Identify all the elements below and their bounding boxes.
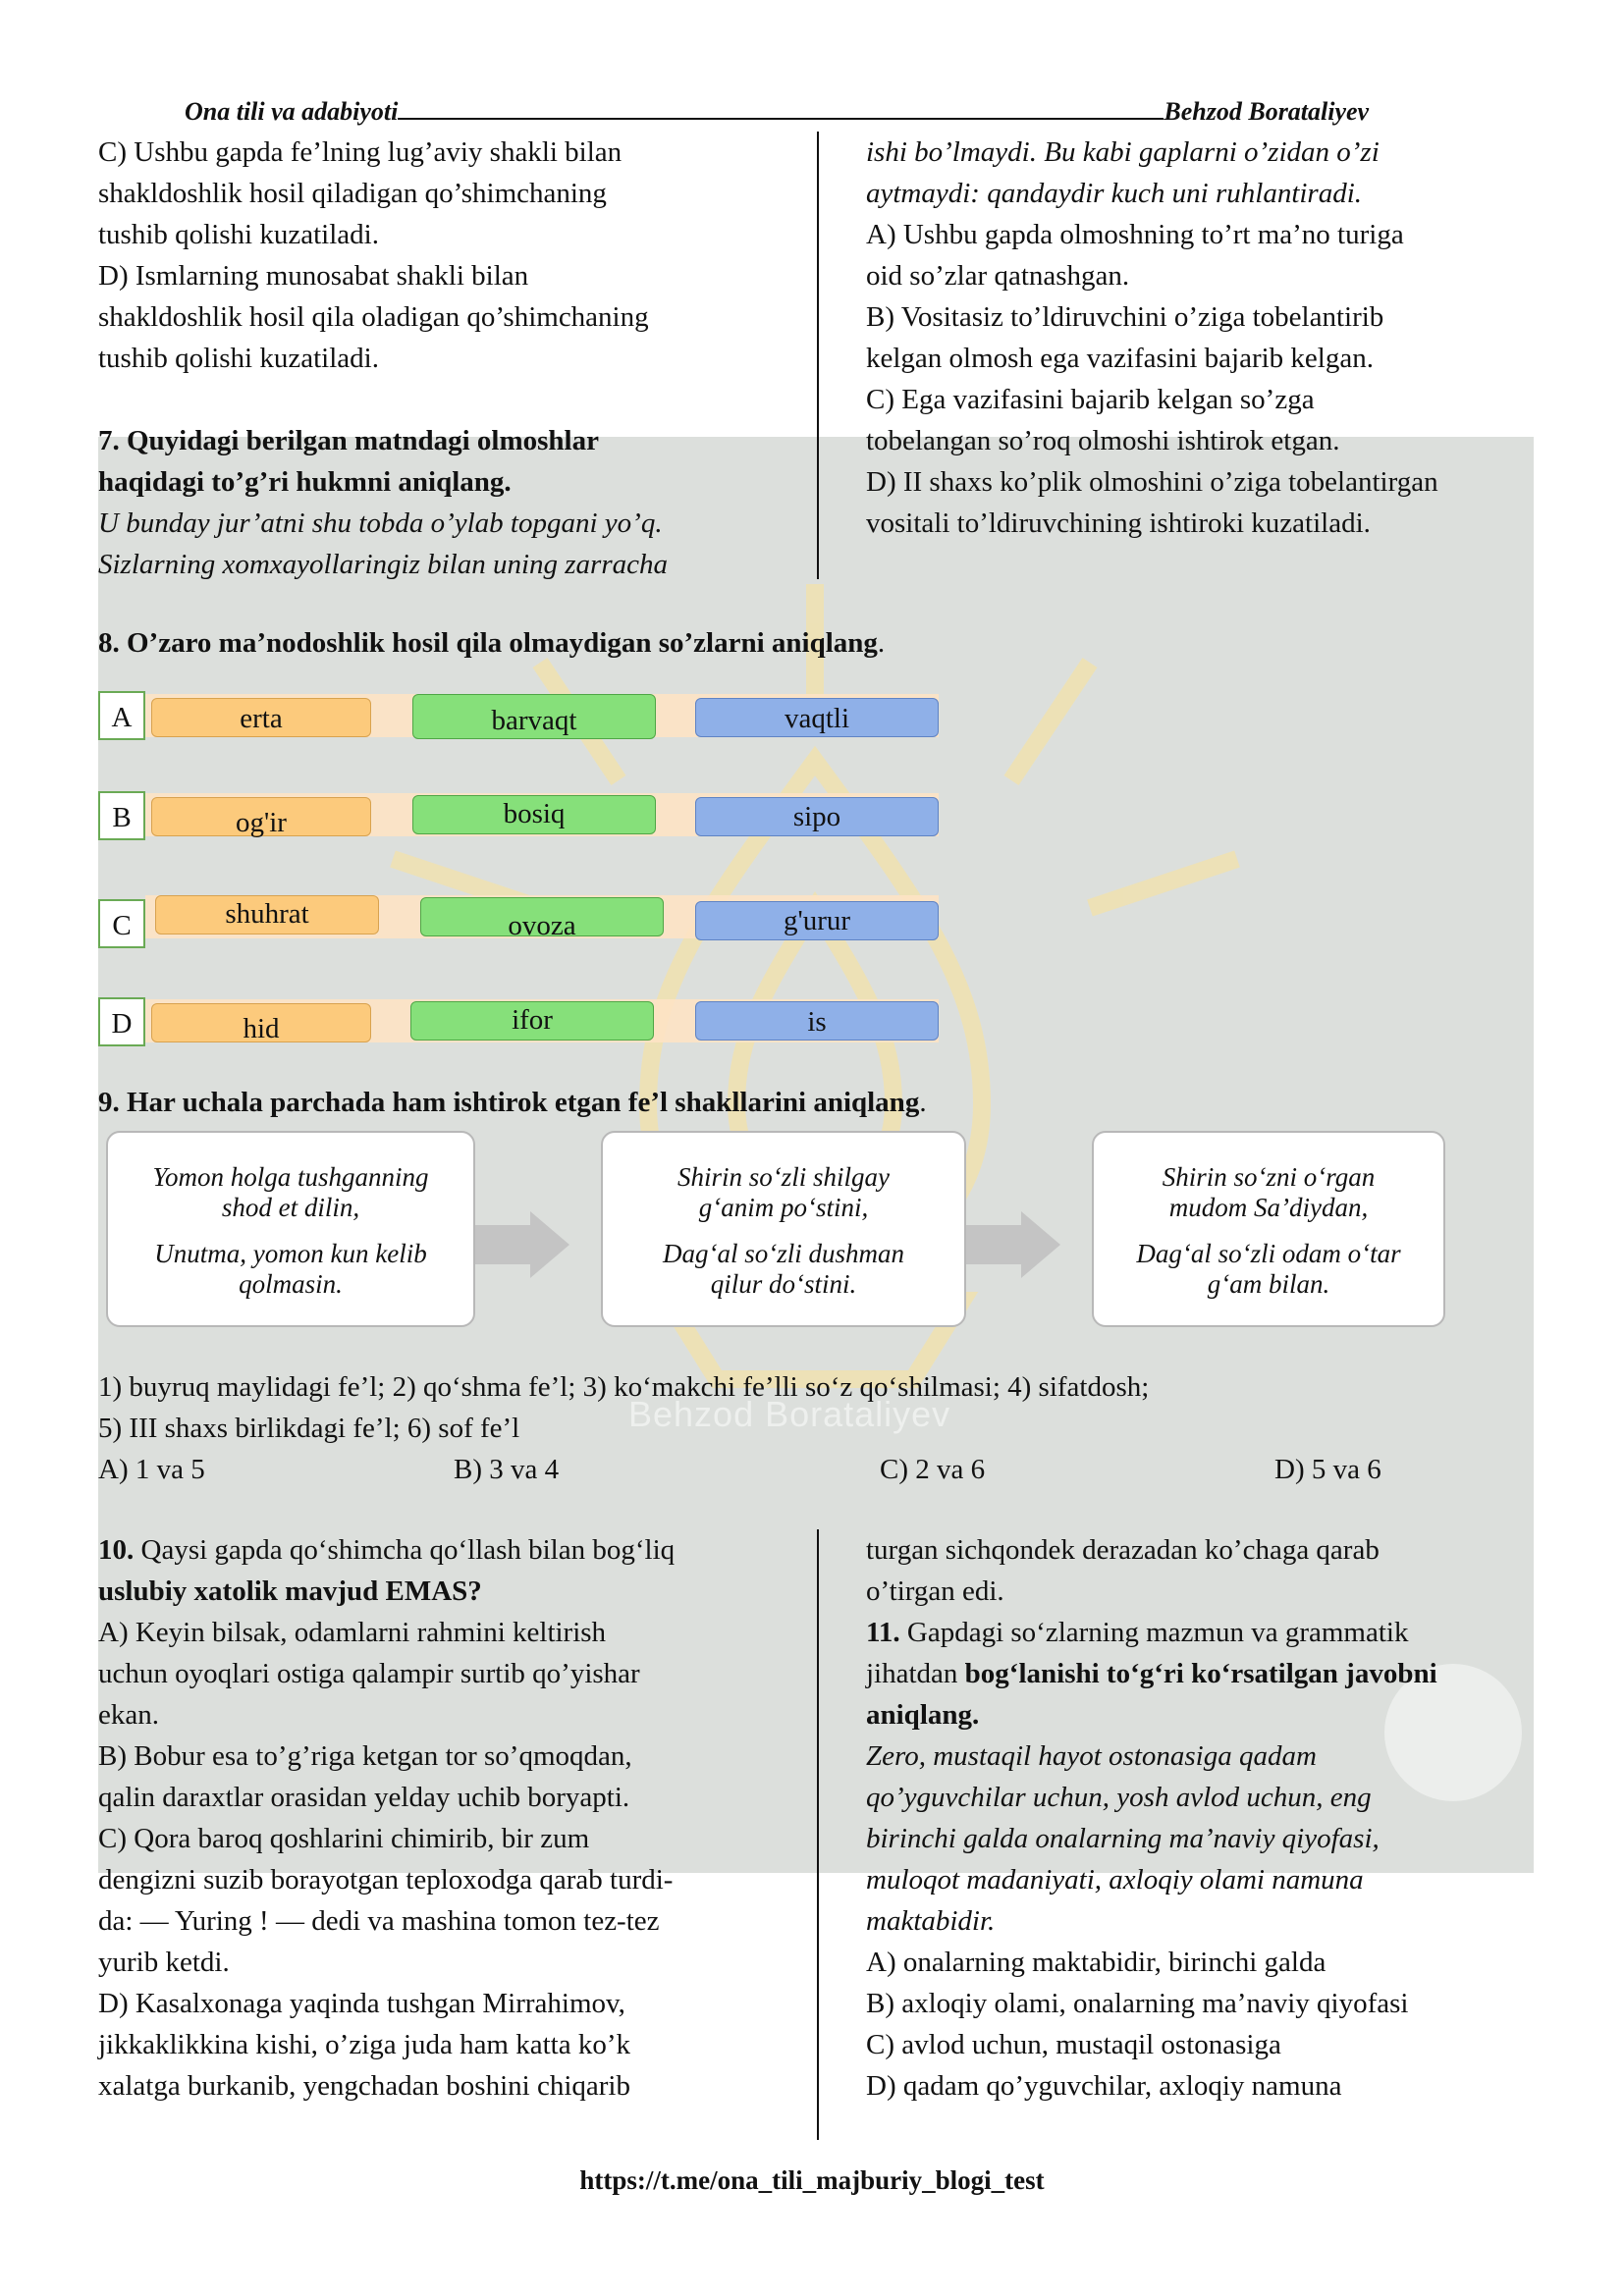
arrow-right-icon [530,1211,569,1278]
q11-text: birinchi galda onalarning ma’naviy qiyofasi, [866,1823,1380,1854]
q9-title [98,1082,927,1123]
q10-line: xalatga burkanib, yengchadan boshini chiqarib [98,2070,630,2102]
q9-answer-d[interactable]: D) 5 va 6 [1274,1454,1381,1485]
q8-option-letter-c[interactable]: C [98,899,145,948]
poem-line: Dag‘al so‘zli odam o‘tar [1136,1239,1401,1268]
q8-word: ovoza [420,897,664,936]
q10-line: ekan. [98,1699,159,1731]
q11-text: maktabidir. [866,1905,996,1937]
poem-line: g‘am bilan. [1207,1269,1330,1299]
poem-line: mudom Sa’diydan, [1168,1193,1369,1222]
q9-answer-b[interactable]: B) 3 va 4 [454,1454,560,1485]
poem-line: Unutma, yomon kun kelib [154,1239,427,1268]
q11-title-text: jihatdan [866,1658,965,1689]
q8-title-end: . [877,627,886,659]
arrow-stem [473,1225,532,1264]
q8-word: erta [151,698,371,737]
poem-line: shod et dilin, [221,1193,360,1222]
q7-option: D) II shaxs ko’plik olmoshini o’ziga tobelantirgan [866,466,1438,498]
arrow-right-icon [1021,1211,1060,1278]
q10-line: B) Bobur esa to’g’riga ketgan tor so’qmoqdan, [98,1740,632,1772]
q7-text: aytmaydi: qandaydir kuch uni ruhlantiradi. [866,178,1363,209]
q10-number: 10. [98,1534,135,1566]
q7-option: C) Ega vazifasini bajarib kelgan so’zga [866,384,1315,415]
q8-word: ifor [410,1001,654,1041]
poem-line: qilur do‘stini. [710,1269,857,1299]
footer-link[interactable]: https://t.me/ona_tili_majburiy_blogi_test [579,2165,1045,2195]
q11-title: aniqlang. [866,1699,980,1731]
bottom-right-column [866,1529,1573,2107]
q11-text: Zero, mustaqil hayot ostonasiga qadam [866,1740,1317,1772]
q10-line: uchun oyoqlari ostiga qalampir surtib qo’yishar [98,1658,640,1689]
q8-word: sipo [695,797,939,836]
q8-title-text: 8. O’zaro ma’nodoshlik hosil qila olmaydigan so’zlarni aniqlang [98,627,878,659]
q9-title-end: . [919,1087,927,1118]
q10-line: o’tirgan edi. [866,1575,1004,1607]
q10-line: da: ― Yuring ! ― dedi va mashina tomon tez-tez [98,1905,660,1937]
q8-word: barvaqt [412,694,656,739]
poem-line: qolmasin. [239,1269,343,1299]
q7-text: U bunday jur’atni shu tobda o’ylab topgani yo’q. [98,507,663,539]
q8-word: g'urur [695,901,939,940]
q8-word: vaqtli [695,698,939,737]
q11-title [866,1653,1573,1694]
q7-title: haqidagi to’g’ri hukmni aniqlang. [98,466,512,498]
column-divider [817,132,819,579]
q11-text: qo’yguvchilar uchun, yosh avlod uchun, eng [866,1782,1372,1813]
header-subject: Ona tili va adabiyoti [185,97,399,126]
q10-line: jikkaklikkina kishi, o’ziga juda ham katta ko’k [98,2029,631,2060]
q8-word: shuhrat [155,895,379,934]
q8-word: is [695,1001,939,1041]
q11-number: 11. [866,1617,900,1648]
text-line: tushib qolishi kuzatiladi. [98,343,379,374]
q11-title-bold: bog‘lanishi to‘g‘ri ko‘rsatilgan javobni [964,1658,1437,1689]
arrow-stem [964,1225,1023,1264]
q8-title [98,622,885,664]
page-header [185,96,1461,127]
q10-line: turgan sichqondek derazadan ko’chaga qarab [866,1534,1380,1566]
poem-line: Shirin so‘zli shilgay [677,1162,890,1192]
q10-title [98,1529,805,1571]
column-divider [817,1529,819,2140]
q10-title: uslubiy xatolik mavjud EMAS? [98,1575,482,1607]
poem-line: Shirin so‘zni o‘rgan [1162,1162,1376,1192]
q7-text: ishi bo’lmaydi. Bu kabi gaplarni o’zidan o’zi [866,136,1380,168]
q7-option: oid so’zlar qatnashgan. [866,260,1130,292]
q11-title [866,1612,1573,1653]
q10-line: D) Kasalxonaga yaqinda tushgan Mirrahimov, [98,1988,625,2019]
top-left-column [98,132,805,585]
text-line: shakldoshlik hosil qiladigan qo’shimchaning [98,178,607,209]
q10-line: dengizni suzib borayotgan teploxodga qarab turdi- [98,1864,674,1896]
q8-option-letter-d[interactable]: D [98,997,145,1046]
text-line: C) Ushbu gapda fe’lning lug’aviy shakli bilan [98,136,623,168]
poem-box-2 [601,1131,966,1327]
q10-line: A) Keyin bilsak, odamlarni rahmini keltirish [98,1617,607,1648]
text-line: tushib qolishi kuzatiladi. [98,219,379,250]
q7-option: B) Vositasiz to’ldiruvchini o’ziga tobelantirib [866,301,1384,333]
q11-option-b[interactable]: B) axloqiy olami, onalarning ma’naviy qiyofasi [866,1988,1409,2019]
q9-answer-a[interactable]: A) 1 va 5 [98,1454,205,1485]
q9-title-text: 9. Har uchala parchada ham ishtirok etgan fe’l shakllarini aniqlang [98,1087,920,1118]
q9-answer-c[interactable]: C) 2 va 6 [880,1454,986,1485]
spacer [98,379,805,420]
bottom-left-column [98,1529,805,2107]
q8-option-letter-a[interactable]: A [98,691,145,740]
q7-text: Sizlarning xomxayollaringiz bilan uning zarracha [98,549,668,580]
header-underline [398,96,1164,120]
q8-option-letter-b[interactable]: B [98,791,145,840]
q10-line: qalin daraxtlar orasidan yelday uchib boryapti. [98,1782,630,1813]
watermark-text: Behzod Borataliyev [628,1394,951,1434]
q7-option: kelgan olmosh ega vazifasini bajarib kelgan. [866,343,1374,374]
q10-title-text: Qaysi gapda qo‘shimcha qo‘llash bilan bog‘liq [134,1534,676,1566]
q7-option: tobelangan so’roq olmoshi ishtirok etgan. [866,425,1340,456]
q7-option: A) Ushbu gapda olmoshning to’rt ma’no turiga [866,219,1404,250]
poem-line: Dag‘al so‘zli dushman [662,1239,904,1268]
poem-line: Yomon holga tushganning [152,1162,429,1192]
text-line: D) Ismlarning munosabat shakli bilan [98,260,529,292]
q8-word: hid [151,1003,371,1042]
q11-title-text: Gapdagi so‘zlarning mazmun va grammatik [899,1617,1409,1648]
q8-word: og'ir [151,797,371,836]
q7-title: 7. Quyidagi berilgan matndagi olmoshlar [98,425,599,456]
q11-option-a[interactable]: A) onalarning maktabidir, birinchi galda [866,1947,1326,1978]
text-line: shakldoshlik hosil qila oladigan qo’shimchaning [98,301,649,333]
header-author: Behzod Borataliyev [1164,97,1370,126]
q11-option-d[interactable]: D) qadam qo’yguvchilar, axloqiy namuna [866,2070,1342,2102]
q10-line: yurib ketdi. [98,1947,230,1978]
q9-list: 1) buyruq maylidagi fe’l; 2) qo‘shma fe’l; 3) ko‘makchi fe’lli so‘z qo‘shilmasi; 4) sifatdosh; [98,1371,1150,1403]
q10-line: C) Qora baroq qoshlarini chimirib, bir zum [98,1823,590,1854]
poem-box-1 [106,1131,475,1327]
top-right-column [866,132,1553,544]
q11-text: muloqot madaniyati, axloqiy olami namuna [866,1864,1364,1896]
q11-option-c[interactable]: C) avlod uchun, mustaqil ostonasiga [866,2029,1281,2060]
q7-option: vositali to’ldiruvchining ishtiroki kuzatiladi. [866,507,1371,539]
q8-word: bosiq [412,795,656,834]
q9-list: 5) III shaxs birlikdagi fe’l; 6) sof fe’l [98,1413,520,1444]
poem-line: g‘anim po‘stini, [698,1193,869,1222]
poem-box-3 [1092,1131,1445,1327]
